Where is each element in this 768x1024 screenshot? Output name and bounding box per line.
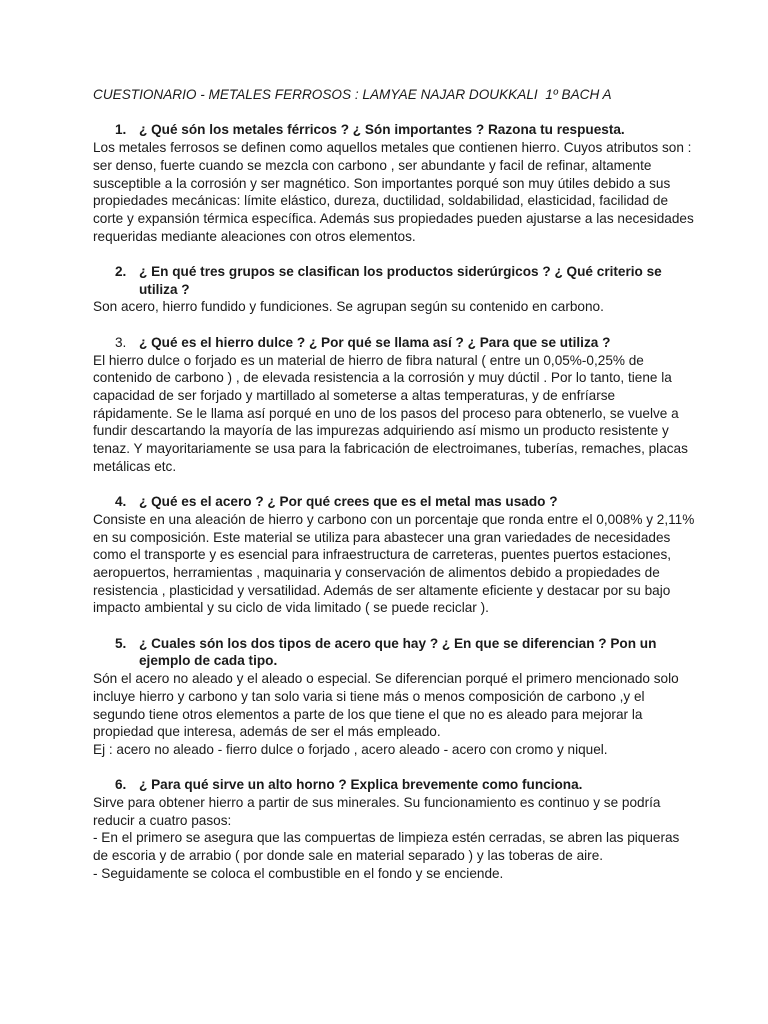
answer-paragraph: Són el acero no aleado y el aleado o especial. Se diferencian porqué el primero mencionado solo incluye hierro y carbono y tan solo varia si tiene más o menos composición de carbono ,y el segundo tiene otros elementos a parte de los que tiene el que no es aleado para mejorar la propiedad que interesa, además de ser el más empleado. [93, 671, 679, 740]
question-block-2 [93, 263, 698, 316]
question-text: ¿ En qué tres grupos se clasifican los productos siderúrgicos ? ¿ Qué criterio se utiliza ? [139, 264, 662, 297]
question-number: 5. [115, 635, 127, 651]
question-text: ¿ Para qué sirve un alto horno ? Explica brevemente como funciona. [139, 777, 583, 793]
question-heading [93, 121, 698, 139]
question-text: ¿ Qué es el acero ? ¿ Por qué crees que es el metal mas usado ? [139, 494, 558, 510]
question-heading [93, 493, 698, 511]
answer-text [93, 670, 698, 759]
question-block-1 [93, 121, 698, 245]
question-number: 3. [115, 334, 127, 350]
answer-step: - Seguidamente se coloca el combustible en el fondo y se enciende. [93, 865, 504, 881]
answer-text [93, 794, 698, 883]
question-heading [93, 334, 698, 352]
answer-text [93, 298, 698, 316]
question-block-3 [93, 334, 698, 476]
question-text: ¿ Cuales són los dos tipos de acero que hay ? ¿ En que se diferencian ? Pon un ejemplo de cada tipo. [139, 635, 657, 669]
answer-paragraph: El hierro dulce o forjado es un material de hierro de fibra natural ( entre un 0,05%-0,25% de contenido de carbono ) , de elevada resistencia a la corrosión y muy dúctil . Por lo tanto, tiene la capacidad de ser forjado y martillado al someterse a altas temperaturas, y de enfríarse rápidamente. Se le llama así porqué en uno de los pasos del proceso para obtenerlo, se vuelve a fundir descartando la mayoría de las impurezas adquiriendo así mismo un producto resistente y tenaz. Y mayoritariamente se usa para la fabricación de electroimanes, tuberías, remaches, placas metálicas etc. [93, 352, 688, 474]
question-number: 4. [115, 494, 127, 510]
question-block-5 [93, 635, 698, 759]
question-number: 6. [115, 777, 127, 793]
question-block-4 [93, 493, 698, 617]
question-text: ¿ Qué es el hierro dulce ? ¿ Por qué se llama así ? ¿ Para que se utiliza ? [139, 334, 611, 350]
question-number: 1. [115, 122, 127, 138]
answer-paragraph: Sirve para obtener hierro a partir de sus minerales. Su funcionamiento es continuo y se podría reducir a cuatro pasos: [93, 795, 661, 828]
question-heading [93, 776, 698, 794]
question-block-6 [93, 776, 698, 882]
answer-text [93, 511, 698, 617]
answer-paragraph: Consiste en una aleación de hierro y carbono con un porcentaje que ronda entre el 0,008% y 2,11% en su composición. Este material se utiliza para abastecer una gran variedades de necesidades como el transporte y es esencial para infraestructura de carreteras, puentes puertos estaciones, aeropuertos, herramientas , maquinaria y conservación de alimentos debido a propiedades de resistencia , plasticidad y versatilidad. Además de ser altamente eficiente y destacar por su bajo impacto ambiental y su ciclo de vida limitado ( se puede reciclar ). [93, 511, 695, 616]
question-text: ¿ Qué són los metales férricos ? ¿ Són importantes ? Razona tu respuesta. [139, 122, 625, 138]
answer-paragraph: Son acero, hierro fundido y fundiciones. Se agrupan según su contenido en carbono. [93, 299, 604, 315]
question-heading [93, 635, 698, 670]
answer-text [93, 139, 698, 245]
answer-example: Ej : acero no aleado - fierro dulce o forjado , acero aleado - acero con cromo y niquel. [93, 741, 608, 757]
answer-step: - En el primero se asegura que las compuertas de limpieza estén cerradas, se abren las piqueras de escoria y de arrabio ( por donde sale en material separado ) y las toberas de aire. [93, 830, 680, 864]
answer-paragraph: Los metales ferrosos se definen como aquellos metales que contienen hierro. Cuyos atributos son : ser denso, fuerte cuando se mezcla con carbono , ser abundante y facil de refinar, altamente susceptible a la corrosión y ser magnético. Son importantes porqué son muy útiles debido a sus propiedades mecánicas: límite elástico, dureza, ductilidad, soldabilidad, elasticidad, facilidad de corte y expansión térmica específica. Además sus propiedades pueden ajustarse a las necesidades requeridas mediante aleaciones con otros elementos. [93, 140, 694, 244]
question-heading [93, 263, 698, 298]
answer-text [93, 352, 698, 476]
question-number: 2. [115, 264, 127, 279]
document-title: CUESTIONARIO - METALES FERROSOS : LAMYAE NAJAR DOUKKALI 1º BACH A [93, 87, 612, 102]
